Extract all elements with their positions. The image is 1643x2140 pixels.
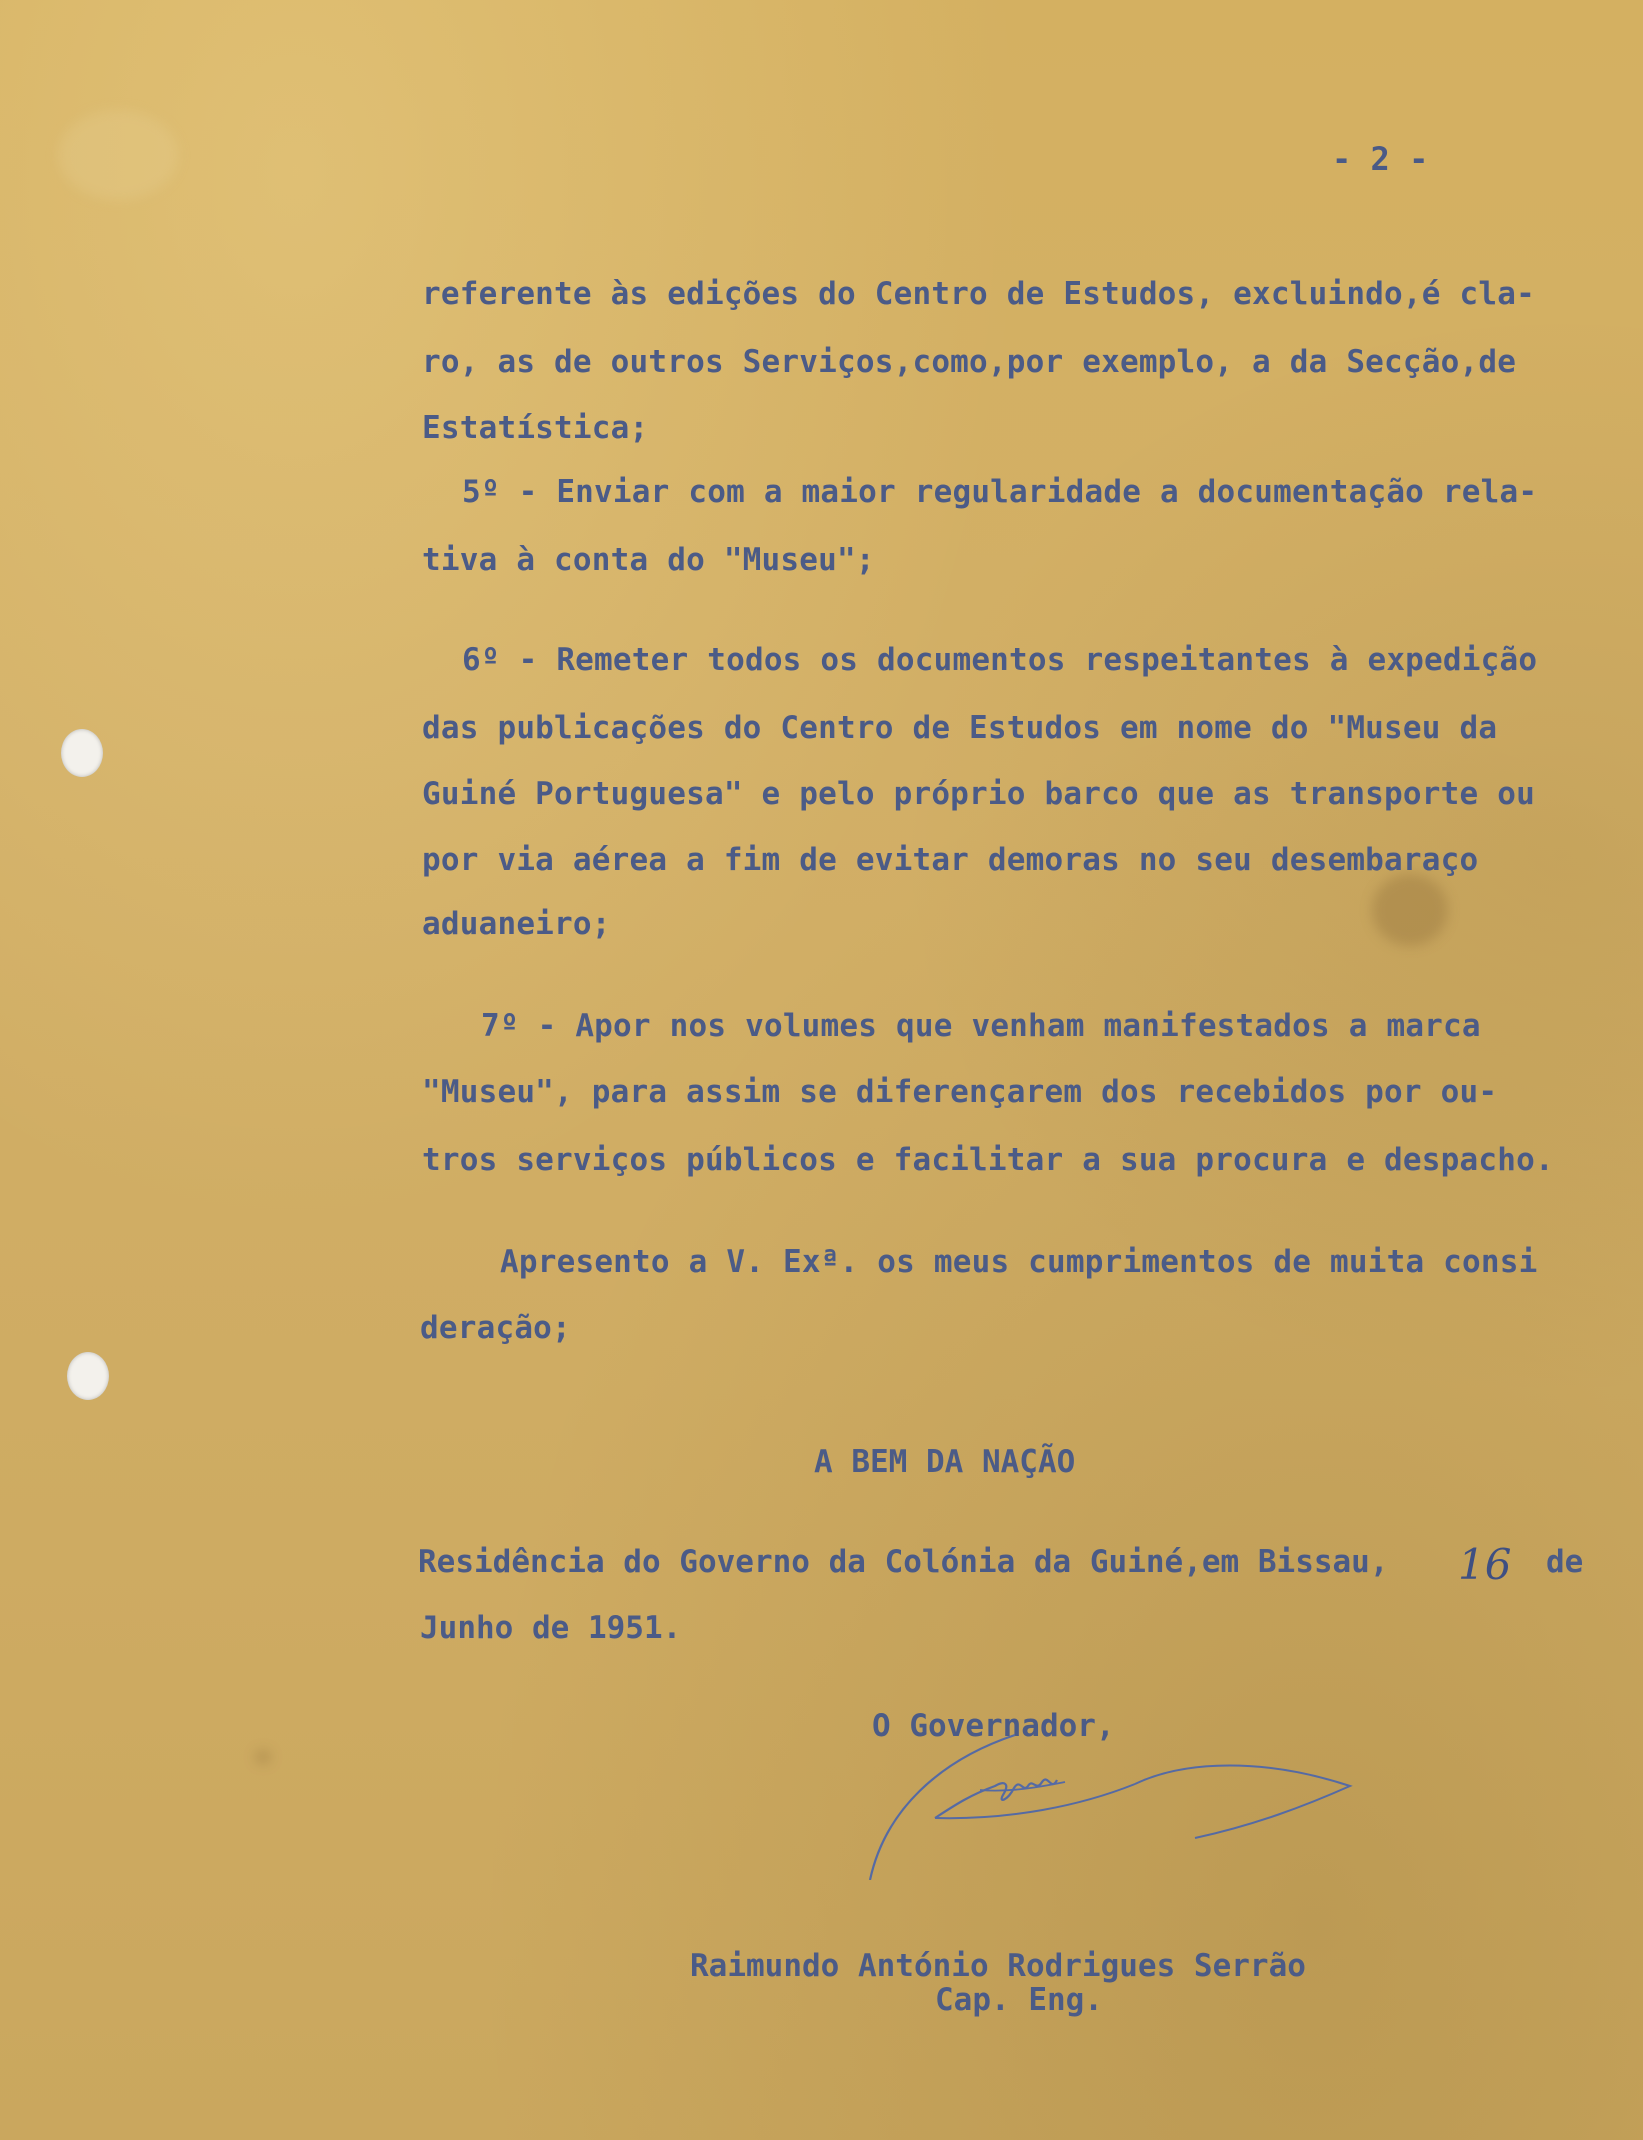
signatory-name: Raimundo António Rodrigues Serrão — [690, 1948, 1306, 1984]
punch-hole — [67, 1352, 109, 1400]
body-line: deração; — [420, 1310, 571, 1346]
dated-location: Residência do Governo da Colónia da Guiné,em Bissau, — [418, 1544, 1389, 1580]
body-line: ro, as de outros Serviços,como,por exemplo, a da Secção,de — [422, 344, 1517, 380]
body-line: Estatística; — [422, 410, 649, 446]
body-line: Apresento a V. Exª. os meus cumprimentos de muita consi — [500, 1244, 1538, 1280]
handwritten-signature — [860, 1700, 1360, 1880]
body-line: referente às edições do Centro de Estudos, excluindo,é cla- — [422, 276, 1535, 312]
body-line: das publicações do Centro de Estudos em nome do "Museu da — [422, 710, 1498, 746]
paper-stain — [58, 110, 178, 200]
paper-stain — [255, 1750, 271, 1764]
body-line: aduaneiro; — [422, 906, 611, 942]
body-line: tros serviços públicos e facilitar a sua procura e despacho. — [422, 1142, 1554, 1178]
body-line: "Museu", para assim se diferençarem dos recebidos por ou- — [422, 1074, 1498, 1110]
body-line: por via aérea a fim de evitar demoras no seu desembaraço — [422, 842, 1479, 878]
signature-title: O Governador, — [872, 1708, 1115, 1744]
page-number: - 2 - — [1332, 140, 1429, 178]
body-line: 5º - Enviar com a maior regularidade a documentação rela- — [462, 474, 1538, 510]
body-line: 6º - Remeter todos os documentos respeitantes à expedição — [462, 642, 1538, 678]
body-line: 7º - Apor nos volumes que venham manifestados a marca — [481, 1008, 1481, 1044]
paper-stain — [1372, 874, 1448, 946]
dated-month-year: Junho de 1951. — [420, 1610, 682, 1646]
closing-heading: A BEM DA NAÇÃO — [814, 1444, 1076, 1480]
punch-hole — [61, 729, 103, 777]
handwritten-day: 16 — [1458, 1540, 1512, 1589]
signatory-rank: Cap. Eng. — [935, 1982, 1103, 2018]
dated-de: de — [1546, 1544, 1584, 1580]
body-line: tiva à conta do "Museu"; — [422, 542, 875, 578]
body-line: Guiné Portuguesa" e pelo próprio barco que as transporte ou — [422, 776, 1535, 812]
